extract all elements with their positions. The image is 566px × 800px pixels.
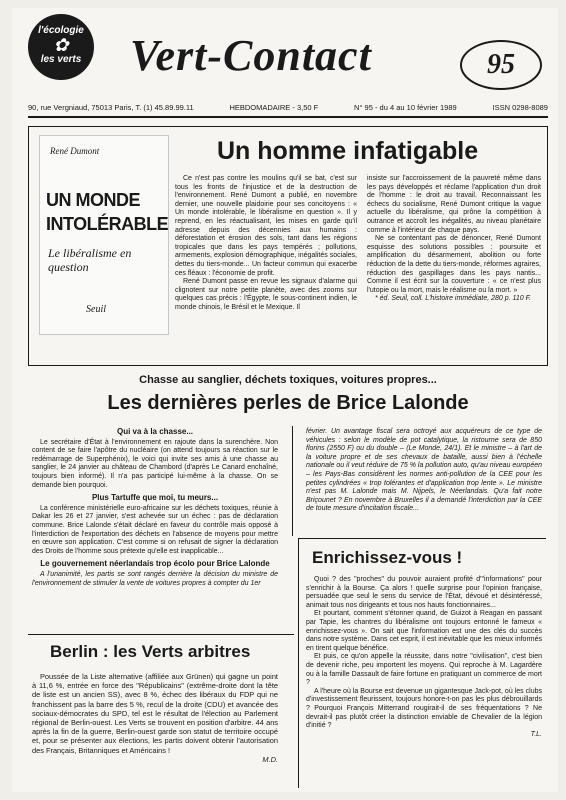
issn: ISSN 0298-8089 — [492, 103, 548, 112]
column-divider — [298, 538, 299, 788]
signature: T.L. — [530, 730, 542, 738]
subhead-neerlandais: Le gouvernement néerlandais trop écolo pour Brice Lalonde — [40, 559, 270, 569]
section-rule — [298, 538, 546, 539]
book-title-line1: UN MONDE — [46, 190, 140, 210]
logo-les-verts — [28, 14, 94, 80]
address: 90, rue Vergniaud, 75013 Paris, T. (1) 45.89.99.11 — [28, 103, 194, 112]
top-article-col2 — [367, 175, 541, 304]
paragraph: Poussée de la Liste alternative (affiliée aux Grünen) qui gagne un point à 11,6 %, entrée en force des "Républicains" (extrême-droite dont la tête de liste est un ancien SS), avec 8 %, échec des libéraux du FDP qui ne franchissent pas la barre des 5 %, recul de la droite (CDU) et avancée des sociaux-démocrates du SPD, tel est le résultat de l'élection au Parlement régional de Berlin-ouest. Les Verts se trouvent en position d'arbitre. 44 ans après la fin de la guerre, Berlin-ouest garde son statut de territoire occupé et, pour se présenter aux élections, les partis doivent obtenir l'autorisation des Français, Britanniques et Américains ! — [32, 672, 278, 755]
paragraph: Le secrétaire d'État à l'environnement en rajoute dans la surenchère. Non content de se faire l'apôtre du nucléaire (on attend toujours sa réaction sur le redémarrage de Superphénix), le voici qui invite ses amis à une chasse au sanglier, le 24 janvier au château de Chambord (d'après Le Canard enchaîné, toujours bien informé). Il n'a pas participé lui-même à la chasse. On se demande bien pourquoi. — [32, 438, 278, 489]
paragraph: Quoi ? des "proches" du pouvoir auraient profité d'"informations" pour s'enrichir à la Bourse. Ça alors ! quelle surprise pour l'opinion française, persuadée que seul le sens du service de l'État, dévoué et désintéressé, animait tous nos dirigeants et tous nos hauts fonctionnaires... — [306, 576, 542, 609]
headline-infatigable: Un homme infatigable — [217, 137, 479, 165]
paragraph: Et pourtant, comment s'étonner quand, de Guizot à Reagan en passant par Tapie, les chantres du libéralisme ont toujours entonné le fameux « enrichissez-vous ». On sait que l'information est une des clés du succès dans notre système. Dans cet esprit, il est inévitable que les mieux informés en tirent quelque bénéfice. — [306, 610, 542, 652]
headline-lalonde: Les dernières perles de Brice Lalonde — [107, 392, 469, 414]
info-bar — [28, 103, 548, 112]
masthead-rule — [28, 116, 548, 118]
book-publisher: Seuil — [86, 304, 106, 315]
paragraph: février. Un avantage fiscal sera octroyé aux acquéreurs de ce type de véhicules : selon le modèle de pot catalytique, la ristourne sera de 850 florins (2550 F) ou du double – (Le Monde, 24/1). Et le ministre – à l'art de la voiture propre et de ses chevaux de bataille, aussi bien à l'échelle nationale ou il veut réduire de 75 % la pollution auto, qu'au niveau européen – les Pays-Bas considèrent les normes anti-pollution de la CEE pour les petites cylindrées « trop tolérantes et d'application trop lente ». Le ministre n'est pas M. Lalonde mais M. Nijpels, le Néerlandais. Qu'a fait notre Briçounet ? En novembre à Bruxelles il a demandé l'interdiction par la CEE de toute mesure d'incitation fiscale... — [306, 428, 542, 513]
subhead-chasse: Qui va à la chasse... — [116, 427, 194, 436]
frequency-price: HEBDOMADAIRE - 3,50 F — [229, 103, 319, 112]
column-divider — [292, 426, 293, 536]
paragraph: Et puis, ce qu'on appelle la réussite, dans notre "civilisation", c'est bien de devenir riche, peu importent les moyens. Qui reproche à M. Lagardère ou à la famille Dassault de faire fortune en pratiquant un commerce de mort ? — [306, 653, 542, 687]
berlin-col — [32, 672, 278, 764]
newspaper-page — [12, 8, 558, 792]
book-title-line2: INTOLÉRABLE — [46, 214, 169, 234]
logo-text-bottom: les verts — [40, 54, 82, 65]
paragraph: A l'unanimité, les partis se sont rangés derrière la décision du ministre de l'environnement de stimuler la vente de voitures propres à compter du 1er — [32, 570, 278, 587]
sunflower-icon: ✿ — [53, 35, 69, 55]
enrichissez-col — [306, 576, 542, 739]
kicker-lalonde: Chasse au sanglier, déchets toxiques, voitures propres... — [139, 374, 437, 386]
paragraph: insiste sur l'accroissement de la pauvreté même dans les pays développés et réclame l'application d'un droit de l'homme : le droit au travail. Reconnaissant les échecs du socialisme, René Dumont critique la vague actuelle du libéralisme, qui prône la compétition à outrance et accroît les inégalités, au niveau planétaire comme à l'intérieur de chaque pays. — [367, 175, 541, 234]
paragraph: La conférence ministérielle euro-africaine sur les déchets toxiques, réunie à Dakar les 26 et 27 janvier, s'est achevée sur un échec : pas de déclaration commune. Brice Lalonde s'était déclaré en faveur du contrôle mais opposé à l'interdiction de l'exportation des déchets en l'absence de moyens pour mettre en œuvre son application. C'est comme si on refusait de signer la déclaration des Droits de l'homme sous prétexte qu'elle est inapplicable... — [32, 504, 278, 555]
signature: M.D. — [262, 754, 278, 764]
logo-text-top: l'écologie — [38, 25, 84, 36]
paragraph: René Dumont passe en revue les signaux d'alarme qui clignotent sur notre petite planète, avec des zooms sur quelques cas précis : l'Égypte, le sous-continent indien, le monde chinois, le Brésil et le Mexique. Il — [175, 278, 357, 311]
subhead-tartuffe: Plus Tartuffe que moi, tu meurs... — [91, 493, 219, 503]
book-cover — [39, 135, 169, 335]
paragraph: Ce n'est pas contre les moulins qu'il se bat, c'est sur tous les fronts de l'injustice et de la destruction de l'environnement. René Dumont a publié, en novembre dernier, une nouvelle plaidoirie pour ses concitoyens : « Un monde intolérable, le libéralisme en question ». Il y reprend, en les réactualisant, les mises en garde qu'il adresse depuis des décennies aux humains : déforestation et érosion des sols, tant dans les régions tropicales que dans les pays tempérés ; pollutions, armements, explosion démographique, inégalités sociales, dettes du tiers-monde... Un facteur commun qui exacerbe ces fléaux : l'économie de profit. — [175, 175, 357, 277]
issue-number: 95 — [460, 40, 542, 90]
issue-date: N° 95 - du 4 au 10 février 1989 — [354, 103, 457, 112]
headline-berlin: Berlin : les Verts arbitres — [50, 642, 251, 661]
masthead-title: Vert-Contact — [130, 31, 372, 80]
top-article-col1 — [175, 175, 357, 313]
paragraph: A l'heure où la Bourse est devenue un gigantesque Jack-pot, où les clubs d'investissement fleurissent, toujours honore-t-on pas les plus débrouillards ? Pourquoi François Mitterrand rougirait-il de ses fréquentations ? Ne devrait-il pas plutôt créer la distinction enviable de Chevalier de la légion d'initié ? — [306, 687, 542, 730]
headline-enrichissez: Enrichissez-vous ! — [312, 548, 463, 567]
footnote: * éd. Seuil, coll. L'histoire immédiate, 280 p. 110 F. — [375, 295, 531, 303]
top-article — [28, 126, 548, 366]
book-author: René Dumont — [50, 146, 100, 156]
section-rule — [28, 634, 294, 635]
lalonde-right-col — [306, 428, 542, 514]
book-subtitle: Le libéralisme en question — [48, 246, 132, 274]
paragraph: Ne se contentant pas de dénoncer, René Dumont esquisse des solutions possibles : poursuite et amplification du désarmement, abolition ou forte réduction de la dette du tiers-monde, réformes agraires, réduction des gaspillages dans les pays nantis... Comme il est écrit sur la couverture : « ce n'est plus l'utopie ou la mort, mais le réalisme ou la mort. » — [367, 235, 541, 294]
lalonde-left-col — [32, 424, 278, 588]
